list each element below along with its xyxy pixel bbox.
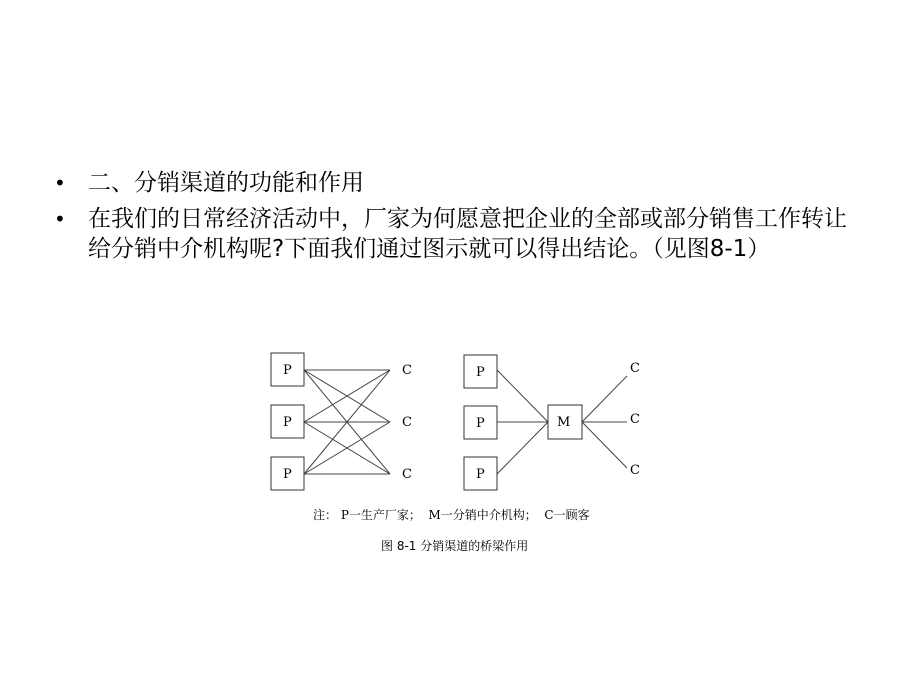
middleman-label: M	[557, 415, 571, 430]
customer-label: C	[402, 415, 412, 430]
bullet-item-heading	[52, 168, 852, 198]
figure-caption: 图 8-1 分销渠道的桥梁作用	[381, 539, 529, 553]
producer-label: P	[283, 467, 292, 482]
link	[497, 370, 548, 422]
customer-label: C	[630, 463, 640, 478]
link	[582, 376, 627, 422]
right-producers	[464, 355, 497, 490]
left-producers	[271, 353, 304, 490]
bullet-text: 在我们的日常经济活动中，厂家为何愿意把企业的全部或部分销售工作转让给分销中介机构呢?下面我们通过图示就可以得出结论。（见图8-1）	[88, 206, 847, 262]
link	[582, 422, 627, 468]
producer-label: P	[476, 467, 485, 482]
bullet-dot: •	[54, 171, 66, 195]
producer-label: P	[283, 363, 292, 378]
bullet-text: 二、分销渠道的功能和作用	[88, 170, 364, 196]
channel-bridge-diagram	[260, 340, 660, 500]
producer-label: P	[476, 365, 485, 380]
left-customers	[402, 363, 412, 482]
right-customers	[630, 361, 640, 478]
bullet-item-body	[52, 204, 852, 264]
bullet-list	[52, 168, 852, 270]
bullet-dot: •	[54, 207, 66, 231]
diagram-note: 注： P一生产厂家； M一分销中介机构； C一顾客	[313, 508, 590, 522]
customer-label: C	[630, 412, 640, 427]
producer-label: P	[476, 416, 485, 431]
customer-label: C	[630, 361, 640, 376]
direct-links	[304, 370, 390, 474]
producer-label: P	[283, 415, 292, 430]
customer-label: C	[402, 467, 412, 482]
middleman	[548, 405, 582, 439]
customer-label: C	[402, 363, 412, 378]
link	[497, 422, 548, 474]
